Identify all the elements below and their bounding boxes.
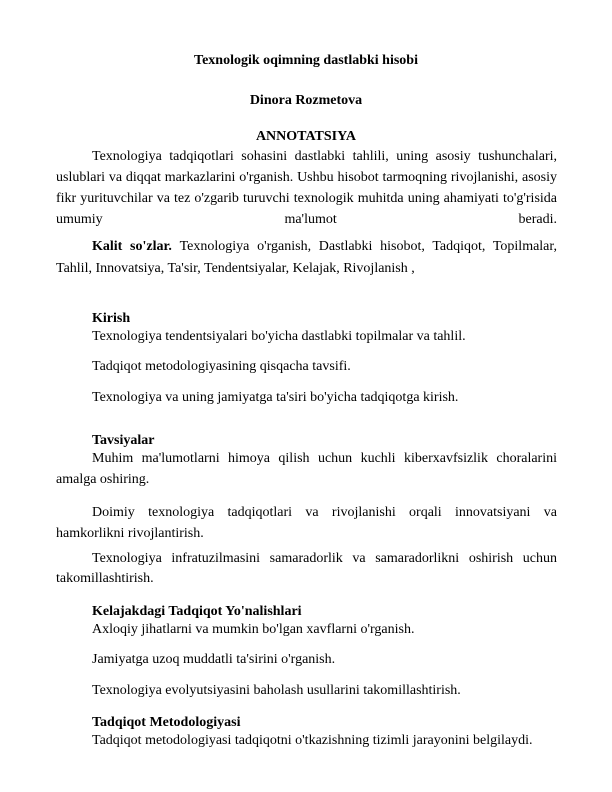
abstract-line-4 [56,209,557,230]
abstract-word: umumiy [56,212,103,227]
tavsiyalar-item-1: Muhim ma'lumotlarni himoya qilish uchun kuchli kiberxavfsizlik choralarini [92,451,557,466]
metodologiya-item-1: Tadqiqot metodologiyasi tadqiqotni o'tkazishning tizimli jarayonini belgilaydi. [92,733,533,748]
abstract-heading: ANNOTATSIYA [255,129,357,144]
document-author: Dinora Rozmetova [249,93,363,108]
keywords-line-1 [92,236,557,257]
tavsiyalar-item-3: Texnologiya infratuzilmasini samaradorlik va samaradorlikni oshirish uchun [92,551,557,566]
kirish-item-3: Texnologiya va uning jamiyatga ta'siri bo'yicha tadqiqotga kirish. [92,390,459,405]
tavsiyalar-item-2: Doimiy texnologiya tadqiqotlari va rivojlanishi orqali innovatsiyani va [92,505,557,520]
kelajak-item-3: Texnologiya evolyutsiyasini baholash usullarini takomillashtirish. [92,683,461,698]
kirish-item-1: Texnologiya tendentsiyalari bo'yicha dastlabki topilmalar va tahlil. [92,329,466,344]
keywords-label: Kalit so'zlar. [92,239,172,254]
keywords-line-2: Tahlil, Innovatsiya, Ta'sir, Tendentsiyalar, Kelajak, Rivojlanish , [56,261,415,276]
section-heading-tavsiyalar: Tavsiyalar [92,433,155,448]
tavsiyalar-item-1-cont: amalga oshiring. [56,472,150,487]
kirish-item-2: Tadqiqot metodologiyasining qisqacha tavsifi. [92,359,351,374]
abstract-word: beradi. [518,212,557,227]
abstract-line-1: Texnologiya tadqiqotlari sohasini dastlabki tahlili, uning asosiy tushunchalari, [92,149,557,164]
kelajak-item-1: Axloqiy jihatlarni va mumkin bo'lgan xavflarni o'rganish. [92,622,415,637]
abstract-word: ma'lumot [284,212,337,227]
document-title: Texnologik oqimning dastlabki hisobi [194,53,418,68]
tavsiyalar-item-3-cont: takomillashtirish. [56,571,154,586]
section-heading-kirish: Kirish [92,311,131,326]
keywords-text: Texnologiya o'rganish, Dastlabki hisobot, Tadqiqot, Topilmalar, [179,239,557,254]
kelajak-item-2: Jamiyatga uzoq muddatli ta'sirini o'rganish. [92,652,336,667]
section-heading-metodologiya: Tadqiqot Metodologiyasi [92,715,241,730]
tavsiyalar-item-2-cont: hamkorlikni rivojlantirish. [56,526,204,541]
abstract-line-2: uslublari va diqqat markazlarini o'rganish. Ushbu hisobot tarmoqning rivojlanishi, asosiy [56,170,557,185]
section-heading-kelajak: Kelajakdagi Tadqiqot Yo'nalishlari [92,604,302,619]
abstract-line-3: fikr yurituvchilar va tez o'zgarib turuvchi texnologik muhitda uning ahamiyati to'g'risida [56,191,557,206]
